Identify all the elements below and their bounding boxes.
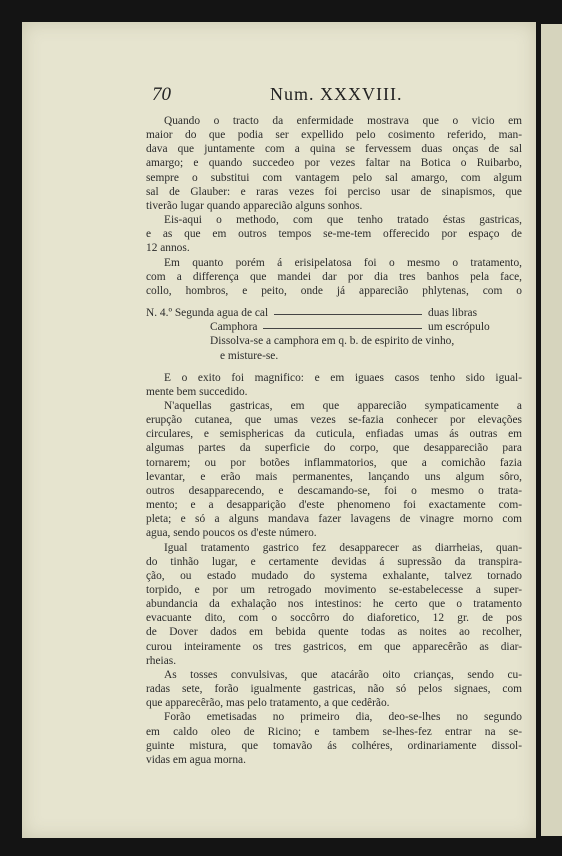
text-line: Eis-aqui o methodo, com que tenho tratado éstas gastricas, — [164, 214, 522, 227]
text-line: com a differença que mandei dar por dia tres banhos pela face, — [146, 270, 522, 283]
paragraph-7 — [146, 668, 522, 710]
text-line: 12 annos. — [146, 242, 190, 255]
text-line: radas sete, forão igualmente gastricas, não só pelos signaes, com — [146, 683, 522, 696]
text-line: sempre o substitui com vantagem pelo sal amargo, com algum — [146, 171, 522, 184]
text-line: Em quanto porém á erisipelatosa foi o mesmo o tratamento, — [164, 256, 522, 269]
text-line: E o exito foi magnifico: e em iguaes casos tenho sido igual- — [164, 371, 522, 384]
text-line: pleta; e só a alguns mandava fazer lavagens de vinagre morno com — [146, 513, 522, 526]
page-header — [152, 84, 512, 106]
formula-instruction: e misture-se. — [220, 349, 279, 362]
text-line: sal de Glauber: e raras vezes foi perciso usar de sinapismos, que — [146, 185, 522, 198]
prescription-formula — [146, 306, 522, 363]
text-line: rheias. — [146, 654, 177, 667]
text-line: vidas em agua morna. — [146, 753, 246, 766]
paragraph-2 — [146, 213, 522, 255]
text-line: tornarem; ou por botões inflammatorios, que a comichão fazia — [146, 456, 522, 469]
paragraph-3 — [146, 256, 522, 298]
text-line: evacuante dito, com o soccôrro do diaforetico, 12 gr. de pos — [146, 612, 522, 625]
text-line: N'aquellas gastricas, em que apparecião sympaticamente a — [164, 399, 522, 412]
text-line: Forão emetisadas no primeiro dia, deo-se-lhes no segundo — [164, 711, 522, 724]
running-head: Num. XXXVIII. — [270, 84, 403, 104]
text-line: que apparecêrão, mas pelo tratamento, a que cedêrão. — [146, 697, 390, 710]
formula-leader-line — [263, 320, 422, 329]
text-line: curou inteiramente os tres gastricos, em que apparecêrão as diar- — [146, 640, 522, 653]
formula-instruction: Dissolva-se a camphora em q. b. de espirito de vinho, — [210, 335, 455, 348]
formula-quantity: um escrópulo — [428, 321, 490, 334]
body-text — [146, 114, 522, 767]
text-line: do tinhão lugar, e certamente devidas á supressão da transpira- — [146, 555, 522, 568]
text-line: agua, sendo poucos os d'este número. — [146, 527, 317, 540]
formula-leader-line — [274, 306, 422, 315]
text-line: guinte mistura, que tomavão ás colhéres, ordinariamente dissol- — [146, 739, 522, 752]
text-line: collo, hombros, e peito, onde já apparecião phlytenas, com o — [146, 284, 522, 297]
paragraph-6 — [146, 541, 522, 668]
text-line: e as que em outros tempos se-me-tem offerecido por espaço de — [146, 228, 522, 241]
formula-row — [146, 320, 522, 334]
formula-row — [146, 306, 522, 320]
text-line: de Dover dados em bebida quente todas as noites ao recolher, — [146, 626, 522, 639]
text-line: mento; e a desapparição d'este phenomeno foi exactamente com- — [146, 499, 522, 512]
formula-ingredient: Camphora — [210, 321, 258, 334]
paragraph-5 — [146, 399, 522, 541]
page-number: 70 — [152, 84, 171, 105]
text-line: levantar, e erão mais permanentes, lançando uns algum sôro, — [146, 470, 522, 483]
text-line: amargo; e quando succedeo por vezes faltar na Botica o Ruibarbo, — [146, 157, 522, 170]
text-line: circulares, e semisphericas da cuticula, enfiadas umas ás outras em — [146, 428, 522, 441]
text-line: mente bem succedido. — [146, 385, 248, 398]
text-line: abundancia da exhalação nos intestinos: he certo que o tratamento — [146, 598, 522, 611]
text-line: tiverão lugar quando apparecião alguns sonhos. — [146, 199, 363, 212]
text-line: dava que juntamente com a quina se fervessem duas onças de sal — [146, 143, 522, 156]
text-line: outros desapparecendo, e descamando-se, foi o mesmo o trata- — [146, 484, 522, 497]
text-line: Quando o tracto da enfermidade mostrava que o vicio em — [164, 115, 522, 127]
text-line: Igual tratamento gastrico fez desapparecer as diarrheias, quan- — [164, 541, 522, 554]
next-page-edge — [541, 24, 562, 836]
text-line: ção, ou estado mudado do systema exhalante, talvez tornado — [146, 569, 522, 582]
text-line: em caldo oleo de Ricino; e tambem se-lhes-fez entrar na se- — [146, 725, 522, 738]
formula-quantity: duas libras — [428, 307, 478, 320]
paragraph-1 — [146, 114, 522, 213]
formula-ingredient: N. 4.º Segunda agua de cal — [146, 307, 269, 320]
text-line: algumas partes da superficie do corpo, que desapparecião para — [146, 442, 522, 455]
paragraph-4 — [146, 371, 522, 399]
paragraph-8 — [146, 710, 522, 767]
text-line: maior do que podia ser expellido pelo cosimento referido, man- — [146, 129, 522, 142]
text-line: As tosses convulsivas, que atacárão oito crianças, sendo cu- — [164, 668, 522, 681]
text-line: erupção cutanea, que umas vezes se-fazia conhecer por elevações — [146, 414, 522, 427]
text-line: torpido, e por um retrogado movimento se-estabelecesse a super- — [146, 584, 522, 596]
